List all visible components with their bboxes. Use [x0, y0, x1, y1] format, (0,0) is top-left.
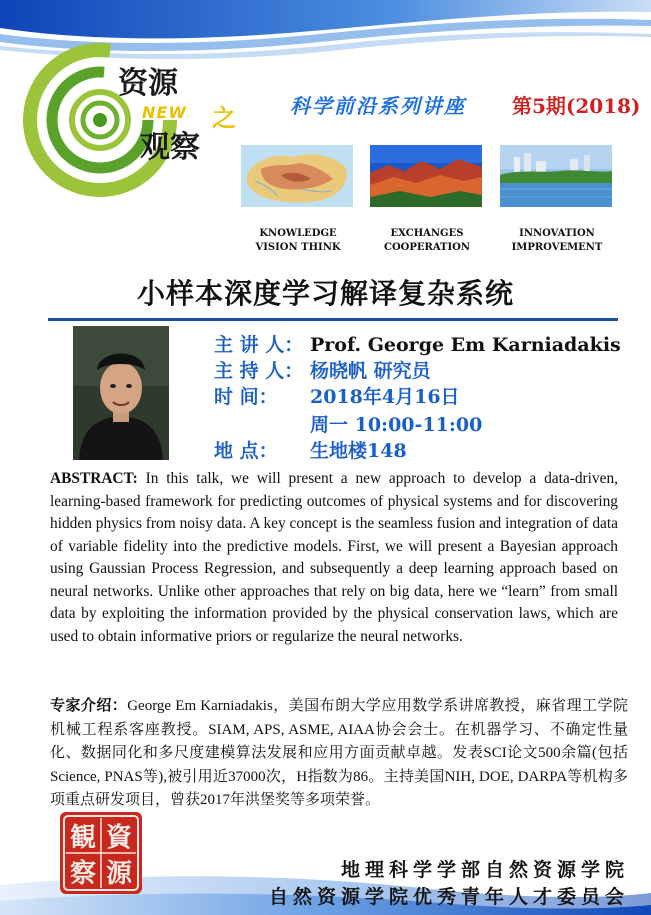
speaker-photo: [73, 326, 169, 460]
expert-heading: 专家介绍：: [50, 698, 128, 714]
abstract-paragraph: [50, 468, 618, 648]
title-divider: [48, 318, 618, 321]
photo-caption-1: [233, 227, 363, 255]
lake-photo: [500, 145, 612, 207]
time-slot: 周一 10:00-11:00: [310, 414, 483, 436]
map-photo: [241, 145, 353, 207]
seal-char: 資: [105, 823, 133, 853]
speaker-name: Prof. George Em Karniadakis: [310, 334, 621, 356]
series-name: 科学前沿系列讲座: [290, 94, 466, 118]
photo-caption-3: [492, 227, 622, 255]
page-title: 小样本深度学习解译复杂系统: [136, 277, 514, 310]
organizer-line-1: 地理科学学部自然资源学院: [340, 859, 629, 881]
abstract-heading: ABSTRACT:: [50, 470, 138, 487]
caption-line: COOPERATION: [383, 242, 470, 253]
photo-caption-2: [362, 227, 492, 255]
logo-zhi: 之: [212, 103, 236, 132]
host-label: 主 持 人：: [214, 360, 304, 382]
caption-line: KNOWLEDGE: [259, 228, 337, 239]
place-label: 地 点：: [214, 440, 278, 462]
caption-line: EXCHANGES: [390, 228, 464, 239]
time-line: [214, 382, 460, 409]
expert-body: George Em Karniadakis，美国布朗大学应用数学系讲席教授，麻省理工学院机械工程系客座教授。SIAM, APS, ASME, AIAA协会会士。在机器学习、不确定性量化、数据同化和多尺度建模算法发展和应用方面贡献卓越。发表SCI论文500余篇(包括Science, PNAS等),被引用近37000次，H指数为86。主持美国NIH, DOE, DARPA等机构多项重点研发项目，曾获2017年洪堡奖等多项荣誉。: [50, 698, 628, 808]
place-line: [214, 436, 407, 463]
host-line: [214, 356, 431, 383]
organizer-line-2: 自然资源学院优秀青年人才委员会: [268, 886, 629, 908]
seal-stamp: [58, 810, 144, 896]
caption-line: INNOVATION: [519, 228, 595, 239]
host-name: 杨晓帆 研究员: [310, 360, 431, 382]
canyon-photo: [370, 145, 482, 207]
logo-word-2: 观察: [140, 130, 200, 165]
abstract-body: In this talk, we will present a new approach to develop a data-driven, learning-based framework for predicting outcomes of physical systems and for discovering hidden physics from noisy data. A key concept is the seamless fusion and integration of data of variable fidelity into the predictive models. First, we will present a Bayesian approach using Gaussian Process Regression, and subsequently a deep learning approach based on neural networks. Unlike other approaches that rely on big data, here we “learn” from small data by exploiting the information provided by the physical conservation laws, which are used to obtain informative priors or regularize the neural networks.: [50, 470, 618, 645]
place-value: 生地楼148: [310, 440, 407, 462]
series-issue: 第5期(2018): [512, 94, 641, 118]
caption-line: VISION THINK: [255, 242, 341, 253]
logo-new-tag: NEW: [142, 103, 187, 122]
seal-char: 観: [69, 823, 97, 853]
time-date: 2018年4月16日: [310, 386, 460, 408]
expert-intro: [50, 695, 628, 813]
speaker-label: 主 讲 人：: [214, 334, 304, 356]
caption-line: IMPROVEMENT: [511, 242, 603, 253]
time-label: 时 间：: [214, 386, 278, 408]
seal-char: 源: [105, 859, 133, 889]
speaker-line: [214, 330, 621, 357]
logo-word-1: 资源: [118, 66, 178, 101]
seal-char: 察: [69, 859, 97, 889]
